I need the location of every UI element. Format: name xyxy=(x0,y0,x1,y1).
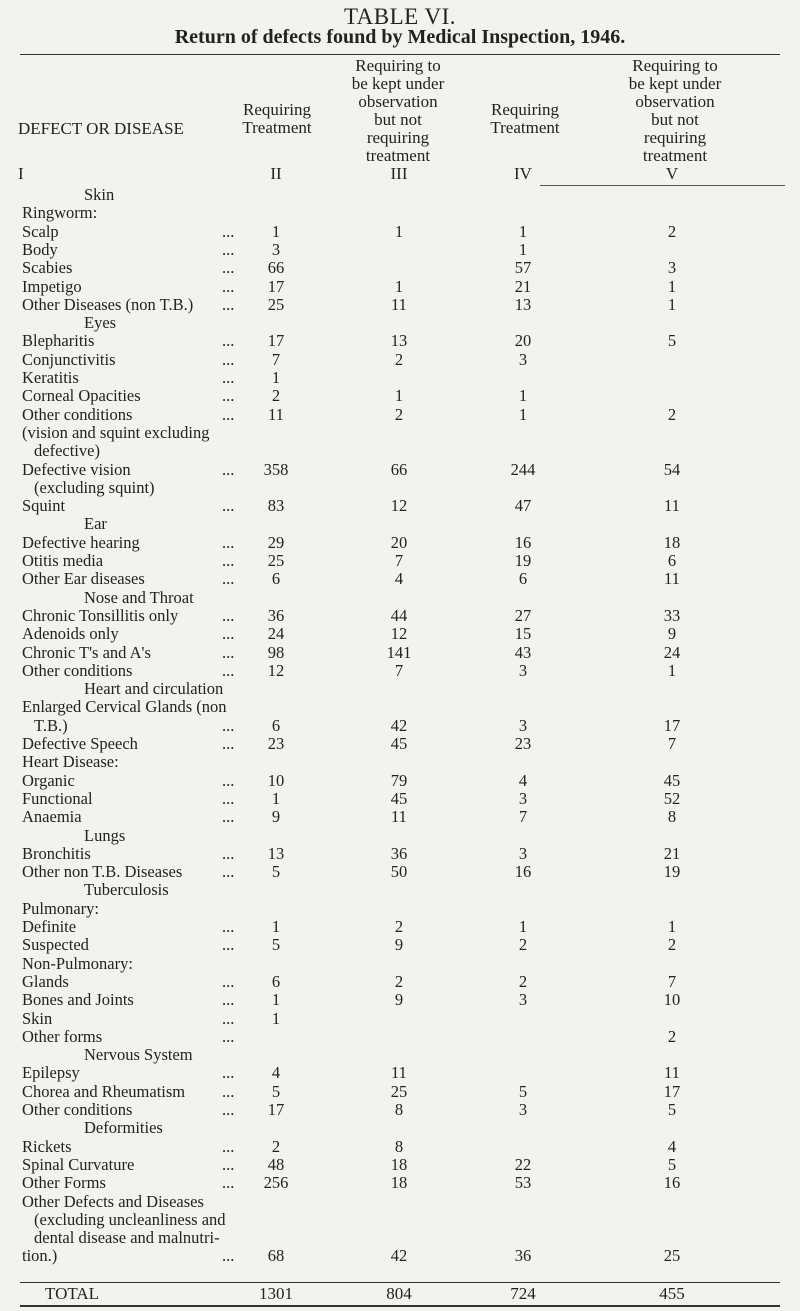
cell-col5: 2 xyxy=(667,221,677,241)
cell-col5: 16 xyxy=(663,1173,681,1193)
cell-col3: 4 xyxy=(394,569,404,589)
cell-col2: 6 xyxy=(271,715,281,735)
cell-col3: 13 xyxy=(390,331,408,351)
leader-dots: ... xyxy=(222,459,235,479)
section-heading: Ear xyxy=(84,514,107,534)
cell-col4: 3 xyxy=(518,715,528,735)
cell-col4: 22 xyxy=(514,1154,532,1174)
leader-dots: ... xyxy=(222,239,235,259)
cell-col2: 98 xyxy=(267,642,285,662)
cell-col4: 53 xyxy=(514,1173,532,1193)
cell-col5: 5 xyxy=(667,1154,677,1174)
cell-col5: 24 xyxy=(663,642,681,662)
section-heading: Skin xyxy=(84,185,115,204)
cell-col2: 5 xyxy=(271,935,281,955)
cell-col2: 3 xyxy=(271,239,281,259)
cell-col5: 5 xyxy=(667,1100,677,1119)
cell-col4: 3 xyxy=(518,990,528,1010)
total-col4: 724 xyxy=(510,1284,536,1303)
cell-col2: 10 xyxy=(267,770,285,790)
cell-col5: 11 xyxy=(664,569,680,589)
cell-col5: 11 xyxy=(664,1063,680,1083)
row-label: Corneal Opacities xyxy=(22,386,141,406)
cell-col3: 1 xyxy=(394,221,404,241)
cell-col3: 2 xyxy=(394,404,404,424)
cell-col4: 3 xyxy=(518,349,528,369)
row-label: Other Defects and Diseases xyxy=(22,1191,204,1211)
table-subtitle: Return of defects found by Medical Inspection, 1946. xyxy=(174,26,626,48)
leader-dots: ... xyxy=(222,642,235,662)
cell-col2: 358 xyxy=(263,459,289,479)
leader-dots: ... xyxy=(222,715,235,735)
cell-col2: 1 xyxy=(271,917,281,936)
row-label: Other non T.B. Diseases xyxy=(22,862,183,882)
row-label: Other conditions xyxy=(22,1100,133,1119)
row-label: (excluding uncleanliness and xyxy=(34,1209,226,1229)
cell-col3: 79 xyxy=(390,770,408,790)
cell-col5: 33 xyxy=(663,605,681,625)
row-label: Scalp xyxy=(22,221,59,241)
header-underline xyxy=(540,185,785,186)
cell-col3: 141 xyxy=(386,642,412,662)
cell-col5: 1 xyxy=(667,276,677,296)
cell-col3: 45 xyxy=(390,788,408,808)
row-label: Functional xyxy=(22,788,93,808)
row-label: Organic xyxy=(22,770,75,790)
table-title: TABLE VI. xyxy=(343,4,457,29)
header-num1: I xyxy=(18,164,24,183)
cell-col2: 5 xyxy=(271,1081,281,1101)
leader-dots: ... xyxy=(222,1100,235,1119)
cell-col3: 7 xyxy=(394,551,404,570)
row-label: tion.) xyxy=(22,1246,58,1266)
row-label: Body xyxy=(22,239,58,259)
cell-col2: 1 xyxy=(271,368,281,387)
leader-dots: ... xyxy=(222,258,235,278)
leader-dots: ... xyxy=(222,1173,235,1193)
leader-dots: ... xyxy=(222,1081,235,1101)
cell-col2: 5 xyxy=(271,862,281,882)
cell-col4: 16 xyxy=(514,862,532,882)
row-label: Other Forms xyxy=(22,1173,106,1193)
cell-col2: 1 xyxy=(271,221,281,241)
header-num4: IV xyxy=(514,164,532,183)
leader-dots: ... xyxy=(222,386,235,406)
leader-dots: ... xyxy=(222,1026,235,1046)
cell-col5: 25 xyxy=(663,1246,681,1266)
cell-col4: 27 xyxy=(514,605,532,625)
leader-dots: ... xyxy=(222,1136,235,1156)
cell-col4: 1 xyxy=(518,404,528,424)
row-label: Heart Disease: xyxy=(22,752,119,772)
header-num3: III xyxy=(390,164,408,183)
section-heading: Deformities xyxy=(84,1118,163,1138)
cell-col2: 17 xyxy=(267,276,285,296)
cell-col4: 13 xyxy=(514,294,532,314)
row-label: Squint xyxy=(22,496,66,516)
row-label: Other Ear diseases xyxy=(22,569,145,589)
row-label: T.B.) xyxy=(34,715,68,735)
row-label: Non-Pulmonary: xyxy=(22,953,133,973)
cell-col3: 36 xyxy=(390,843,408,863)
row-label: Bronchitis xyxy=(22,843,91,863)
cell-col2: 83 xyxy=(267,496,285,516)
cell-col2: 17 xyxy=(267,1100,285,1119)
cell-col4: 15 xyxy=(514,624,532,644)
cell-col4: 4 xyxy=(518,770,528,790)
cell-col5: 52 xyxy=(663,788,681,808)
leader-dots: ... xyxy=(222,1246,235,1266)
section-heading: Tuberculosis xyxy=(84,880,169,900)
total-rule-bottom xyxy=(20,1305,780,1307)
total-col2: 1301 xyxy=(259,1284,293,1303)
cell-col5: 45 xyxy=(663,770,681,790)
row-label: Conjunctivitis xyxy=(22,349,116,369)
cell-col4: 20 xyxy=(514,331,532,351)
leader-dots: ... xyxy=(222,221,235,241)
leader-dots: ... xyxy=(222,294,235,314)
leader-dots: ... xyxy=(222,862,235,882)
cell-col3: 66 xyxy=(390,459,408,479)
leader-dots: ... xyxy=(222,349,235,369)
row-label: Blepharitis xyxy=(22,331,95,351)
row-label: Definite xyxy=(22,917,77,936)
row-label: Adenoids only xyxy=(22,624,119,644)
cell-col4: 23 xyxy=(514,734,532,753)
leader-dots: ... xyxy=(222,788,235,808)
row-label: Defective Speech xyxy=(22,734,138,753)
cell-col5: 9 xyxy=(667,624,677,644)
header-num2: II xyxy=(270,164,282,183)
leader-dots: ... xyxy=(222,843,235,863)
cell-col4: 244 xyxy=(510,459,536,479)
leader-dots: ... xyxy=(222,404,235,424)
cell-col3: 8 xyxy=(394,1100,404,1119)
header-num5: V xyxy=(665,164,679,183)
row-label: (vision and squint excluding xyxy=(22,422,210,442)
row-label: Other conditions xyxy=(22,404,133,424)
cell-col4: 2 xyxy=(518,971,528,991)
row-label: Otitis media xyxy=(22,551,104,570)
cell-col5: 2 xyxy=(667,1026,677,1046)
cell-col5: 7 xyxy=(667,971,677,991)
leader-dots: ... xyxy=(222,807,235,827)
cell-col3: 18 xyxy=(390,1154,408,1174)
cell-col5: 17 xyxy=(663,1081,681,1101)
cell-col2: 48 xyxy=(267,1154,285,1174)
cell-col3: 8 xyxy=(394,1136,404,1156)
cell-col3: 42 xyxy=(390,715,408,735)
cell-col5: 5 xyxy=(667,331,677,351)
cell-col5: 8 xyxy=(667,807,677,827)
row-label: Chronic Tonsillitis only xyxy=(22,605,179,625)
row-label: Chorea and Rheumatism xyxy=(22,1081,186,1101)
leader-dots: ... xyxy=(222,605,235,625)
cell-col5: 21 xyxy=(663,843,681,863)
cell-col3: 1 xyxy=(394,276,404,296)
leader-dots: ... xyxy=(222,551,235,570)
cell-col3: 11 xyxy=(391,294,407,314)
cell-col3: 42 xyxy=(390,1246,408,1266)
header-col5: Requiring to be kept under observation but not requiring treatment xyxy=(628,56,722,165)
cell-col5: 54 xyxy=(663,459,681,479)
row-label: Epilepsy xyxy=(22,1063,80,1083)
row-label: Other conditions xyxy=(22,660,133,680)
cell-col5: 1 xyxy=(667,917,677,936)
leader-dots: ... xyxy=(222,624,235,644)
cell-col5: 3 xyxy=(667,258,677,278)
cell-col4: 6 xyxy=(518,569,528,589)
leader-dots: ... xyxy=(222,1154,235,1174)
leader-dots: ... xyxy=(222,990,235,1010)
row-label: Scabies xyxy=(22,258,73,278)
cell-col2: 29 xyxy=(267,532,285,552)
leader-dots: ... xyxy=(222,660,235,680)
section-heading: Lungs xyxy=(84,825,126,845)
cell-col3: 12 xyxy=(390,496,408,516)
cell-col4: 1 xyxy=(518,221,528,241)
cell-col3: 44 xyxy=(390,605,408,625)
cell-col5: 10 xyxy=(663,990,681,1010)
cell-col5: 1 xyxy=(667,660,677,680)
cell-col4: 5 xyxy=(518,1081,528,1101)
cell-col2: 2 xyxy=(271,386,281,406)
cell-col3: 12 xyxy=(390,624,408,644)
cell-col2: 6 xyxy=(271,971,281,991)
header-rule xyxy=(20,54,780,55)
cell-col5: 4 xyxy=(667,1136,677,1156)
cell-col2: 12 xyxy=(267,660,285,680)
cell-col4: 1 xyxy=(518,386,528,406)
cell-col5: 1 xyxy=(667,294,677,314)
row-label: Pulmonary: xyxy=(22,898,99,918)
cell-col2: 68 xyxy=(267,1246,285,1266)
cell-col4: 2 xyxy=(518,935,528,955)
cell-col3: 25 xyxy=(390,1081,408,1101)
cell-col2: 25 xyxy=(267,551,285,570)
row-label: (excluding squint) xyxy=(34,477,155,497)
cell-col2: 24 xyxy=(267,624,285,644)
cell-col3: 20 xyxy=(390,532,408,552)
row-label: Defective vision xyxy=(22,459,131,479)
cell-col2: 2 xyxy=(271,1136,281,1156)
cell-col4: 21 xyxy=(514,276,532,296)
row-label: Suspected xyxy=(22,935,89,955)
cell-col4: 19 xyxy=(514,551,532,570)
row-label: Glands xyxy=(22,971,69,991)
row-label: defective) xyxy=(34,441,100,461)
row-label: Ringworm: xyxy=(22,203,98,223)
row-label: Rickets xyxy=(22,1136,72,1156)
row-label: Spinal Curvature xyxy=(22,1154,135,1174)
total-col3: 804 xyxy=(386,1284,412,1303)
cell-col2: 4 xyxy=(271,1063,281,1083)
cell-col5: 17 xyxy=(663,715,681,735)
cell-col3: 11 xyxy=(391,1063,407,1083)
cell-col3: 1 xyxy=(394,386,404,406)
cell-col2: 36 xyxy=(267,605,285,625)
total-col5: 455 xyxy=(659,1284,685,1303)
row-label: Impetigo xyxy=(22,276,82,296)
row-label: Defective hearing xyxy=(22,532,140,552)
cell-col3: 9 xyxy=(394,935,404,955)
cell-col4: 1 xyxy=(518,917,528,936)
leader-dots: ... xyxy=(222,917,235,936)
leader-dots: ... xyxy=(222,368,235,387)
cell-col4: 43 xyxy=(514,642,532,662)
leader-dots: ... xyxy=(222,770,235,790)
cell-col4: 47 xyxy=(514,496,532,516)
section-heading: Eyes xyxy=(84,313,117,333)
total-rule-top xyxy=(20,1282,780,1283)
cell-col5: 2 xyxy=(667,404,677,424)
cell-col3: 9 xyxy=(394,990,404,1010)
cell-col3: 45 xyxy=(390,734,408,753)
leader-dots: ... xyxy=(222,1063,235,1083)
row-label: Keratitis xyxy=(22,368,79,387)
header-col2: Requiring Treatment xyxy=(242,100,312,137)
cell-col5: 19 xyxy=(663,862,681,882)
cell-col5: 2 xyxy=(667,935,677,955)
cell-col2: 256 xyxy=(263,1173,289,1193)
leader-dots: ... xyxy=(222,971,235,991)
cell-col3: 18 xyxy=(390,1173,408,1193)
cell-col3: 2 xyxy=(394,971,404,991)
row-label: Chronic T's and A's xyxy=(22,642,151,662)
cell-col4: 57 xyxy=(514,258,532,278)
section-heading: Nervous System xyxy=(84,1045,193,1065)
cell-col4: 16 xyxy=(514,532,532,552)
leader-dots: ... xyxy=(222,496,235,516)
cell-col4: 1 xyxy=(518,239,528,259)
section-heading: Heart and circulation xyxy=(84,679,224,699)
row-label: Skin xyxy=(22,1008,53,1028)
cell-col4: 3 xyxy=(518,788,528,808)
row-label: dental disease and malnutri- xyxy=(34,1228,220,1248)
cell-col4: 3 xyxy=(518,843,528,863)
cell-col5: 11 xyxy=(664,496,680,516)
cell-col2: 11 xyxy=(268,404,284,424)
header-col1: DEFECT OR DISEASE xyxy=(18,119,184,138)
leader-dots: ... xyxy=(222,734,235,753)
cell-col5: 6 xyxy=(667,551,677,570)
cell-col2: 23 xyxy=(267,734,285,753)
leader-dots: ... xyxy=(222,532,235,552)
cell-col4: 7 xyxy=(518,807,528,827)
cell-col2: 6 xyxy=(271,569,281,589)
row-label: Bones and Joints xyxy=(22,990,134,1010)
leader-dots: ... xyxy=(222,331,235,351)
cell-col2: 1 xyxy=(271,788,281,808)
leader-dots: ... xyxy=(222,1008,235,1028)
cell-col4: 3 xyxy=(518,1100,528,1119)
leader-dots: ... xyxy=(222,276,235,296)
row-label: Other forms xyxy=(22,1026,103,1046)
leader-dots: ... xyxy=(222,935,235,955)
cell-col2: 13 xyxy=(267,843,285,863)
cell-col4: 3 xyxy=(518,660,528,680)
row-label: Enlarged Cervical Glands (non xyxy=(22,697,227,717)
cell-col3: 2 xyxy=(394,917,404,936)
cell-col3: 50 xyxy=(390,862,408,882)
cell-col3: 7 xyxy=(394,660,404,680)
cell-col3: 2 xyxy=(394,349,404,369)
cell-col3: 11 xyxy=(391,807,407,827)
cell-col2: 1 xyxy=(271,1008,281,1028)
cell-col5: 7 xyxy=(667,734,677,753)
header-col4: Requiring Treatment xyxy=(490,100,560,137)
total-label: TOTAL xyxy=(45,1284,100,1303)
cell-col2: 17 xyxy=(267,331,285,351)
row-label: Anaemia xyxy=(22,807,82,827)
leader-dots: ... xyxy=(222,569,235,589)
header-col3: Requiring to be kept under observation but not requiring treatment xyxy=(351,56,445,165)
row-label: Other Diseases (non T.B.) xyxy=(22,294,194,314)
cell-col2: 25 xyxy=(267,294,285,314)
cell-col2: 9 xyxy=(271,807,281,827)
cell-col2: 1 xyxy=(271,990,281,1010)
cell-col5: 18 xyxy=(663,532,681,552)
section-heading: Nose and Throat xyxy=(84,587,194,607)
cell-col2: 7 xyxy=(271,349,281,369)
cell-col4: 36 xyxy=(514,1246,532,1266)
cell-col2: 66 xyxy=(267,258,285,278)
